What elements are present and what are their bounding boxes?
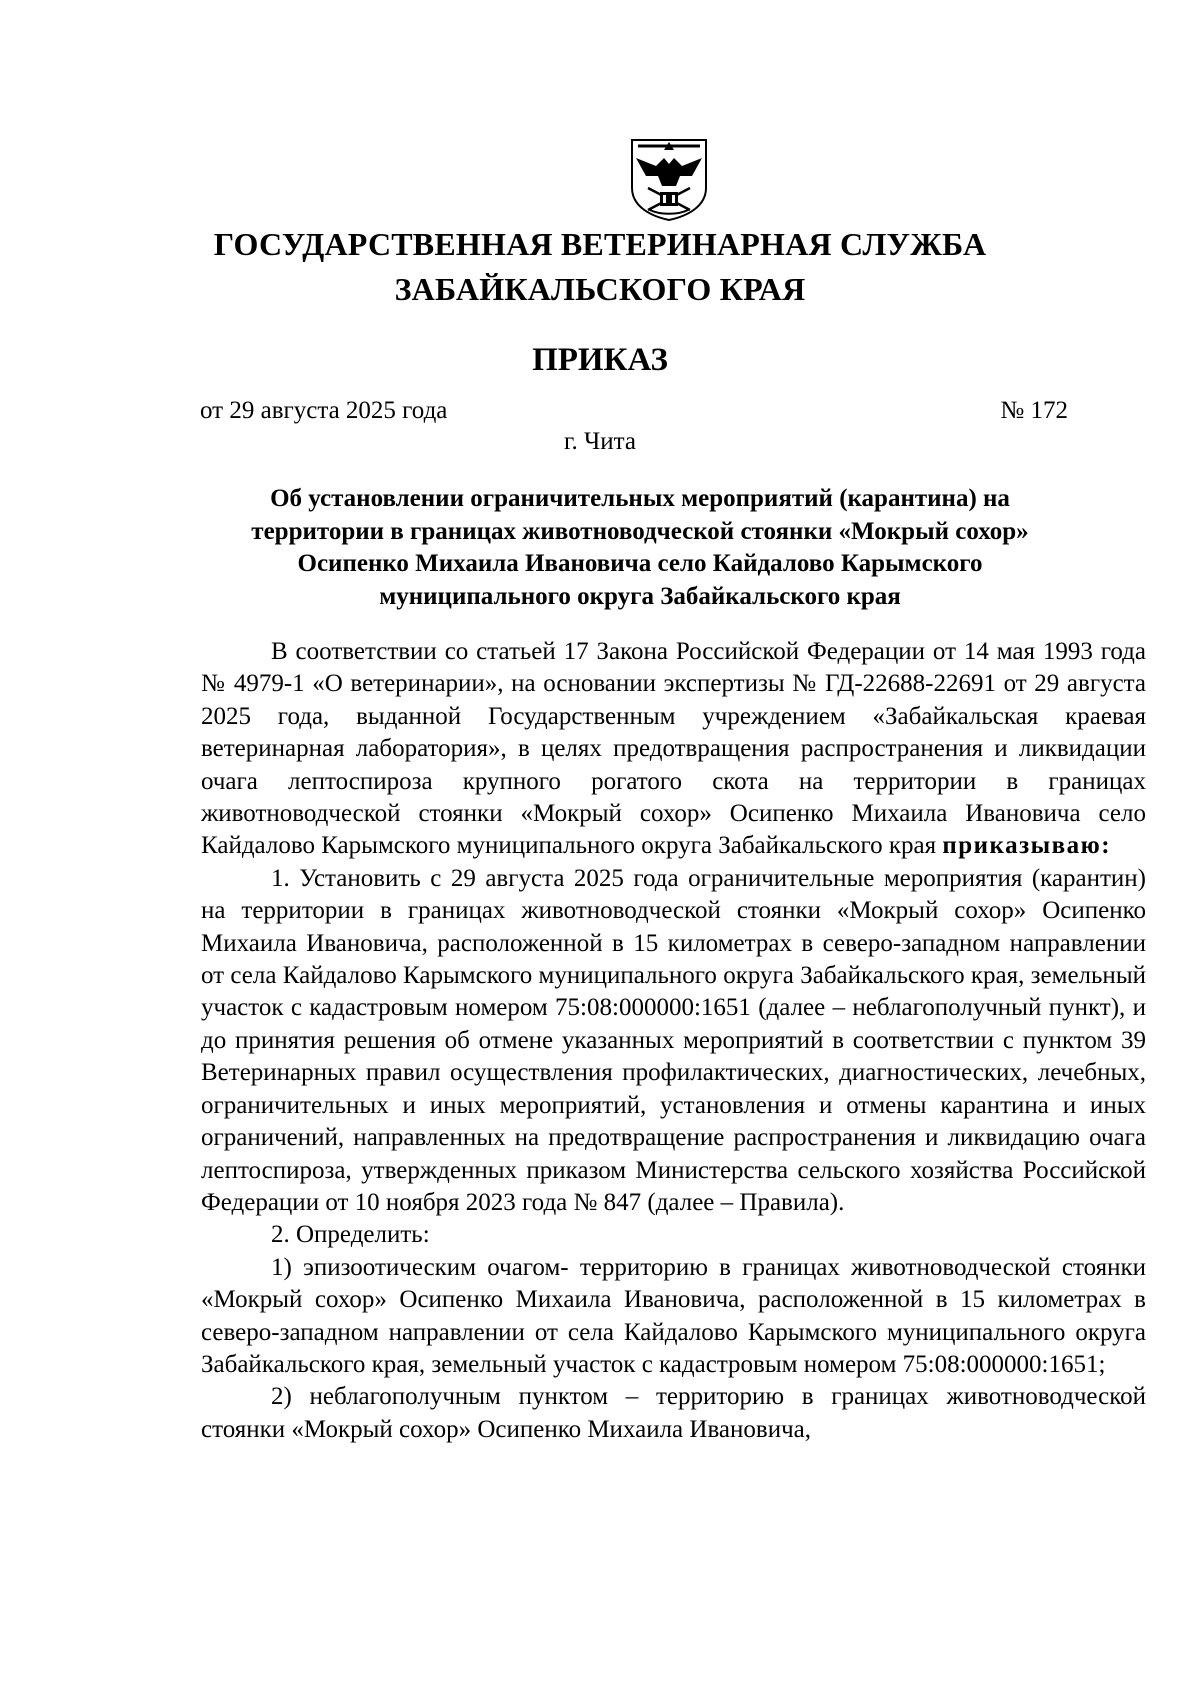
organization-name — [150, 222, 1050, 312]
order-word: приказываю: — [942, 832, 1112, 860]
org-line-1: ГОСУДАРСТВЕННАЯ ВЕТЕРИНАРНАЯ СЛУЖБА — [213, 226, 987, 262]
item-1-paragraph: 1. Установить с 29 августа 2025 года ограничительные мероприятия (карантин) на территории в границах животноводческой стоянки «Мокрый сохор» Осипенко Михаила Ивановича, расположенной в 15 километрах в северо-западном направлении от села Кайдалово Карымского муниципального округа Забайкальского края, земельный участок с кадастровым номером 75:08:000000:1651 (далее – неблагополучный пункт), и до принятия решения об отмене указанных мероприятий в соответствии с пунктом 39 Ветеринарных правил осуществления профилактических, диагностических, лечебных, ограничительных и иных мероприятий, установления и отмены карантина и иных ограничений, направленных на предотвращение распространения и ликвидацию очага лептоспироза, утвержденных приказом Министерства сельского хозяйства Российской Федерации от 10 ноября 2023 года № 847 (далее – Правила). — [201, 864, 1146, 1216]
document-type: ПРИКАЗ — [532, 342, 668, 378]
preamble-text: В соответствии со статьей 17 Закона Российской Федерации от 14 мая 1993 года № 4979-1 «О ветеринарии», на основании экспертизы № ГД-22688-22691 от 29 августа 2025 года, выданной Государственным учреждением «Забайкальская краевая ветеринарная лаборатория», в целях предотвращения распространения и ликвидации очага лептоспироза крупного рогатого скота на территории в границах животноводческой стоянки «Мокрый сохор» Осипенко Михаила Ивановича село Кайдалово Карымского муниципального округа Забайкальского края — [201, 638, 1146, 860]
item-2-1-paragraph: 1) эпизоотическим очагом- территорию в границах животноводческой стоянки «Мокрый сохор» Осипенко Михаила Ивановича, расположенной в 15 километрах в северо-западном направлении от села Кайдалово Карымского муниципального округа Забайкальского края, земельный участок с кадастровым номером 75:08:000000:1651; — [201, 1253, 1146, 1378]
document-body — [201, 636, 1146, 1446]
document-title — [200, 483, 1080, 613]
preamble-paragraph — [201, 636, 1146, 863]
document-number: № 172 — [1000, 397, 1068, 424]
title-line-4: муниципального округа Забайкальского края — [379, 582, 901, 610]
item-2-paragraph: 2. Определить: — [271, 1221, 430, 1249]
org-line-2: ЗАБАЙКАЛЬСКОГО КРАЯ — [394, 271, 806, 307]
document-city: г. Чита — [564, 428, 636, 455]
item-2-2-paragraph: 2) неблагополучным пунктом – территорию в границах животноводческой стоянки «Мокрый сохор» Осипенко Михаила Ивановича, — [201, 1383, 1146, 1443]
title-line-2: территории в границах животноводческой стоянки «Мокрый сохор» — [251, 517, 1029, 545]
title-line-3: Осипенко Михаила Ивановича село Кайдалово Карымского — [297, 550, 983, 577]
coat-of-arms-icon — [626, 136, 712, 222]
document-date: от 29 августа 2025 года — [200, 397, 448, 424]
title-line-1: Об установлении ограничительных мероприятий (карантина) на — [270, 485, 1010, 512]
